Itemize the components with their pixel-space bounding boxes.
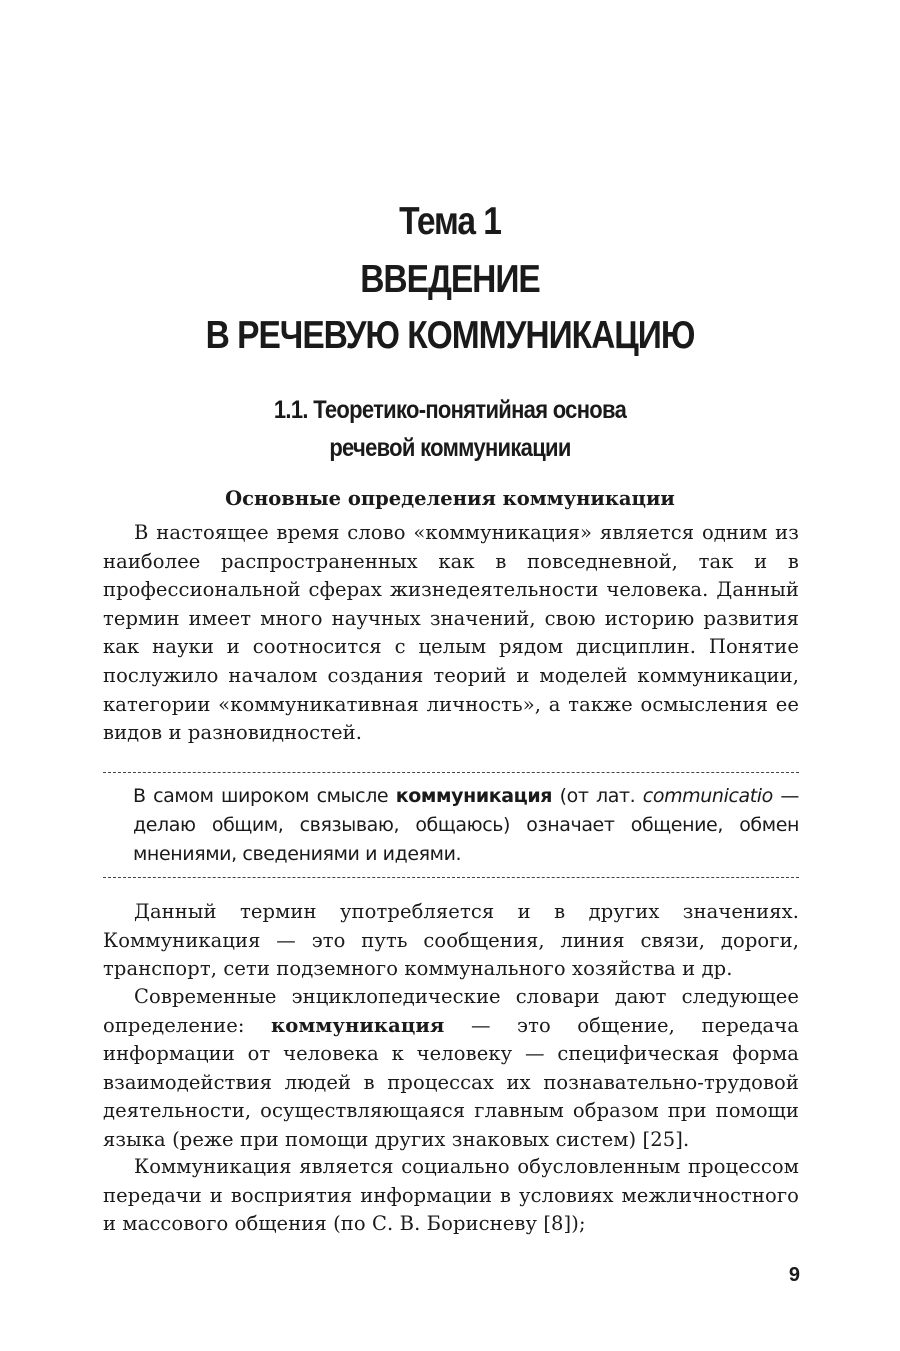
section-title-line-1: 1.1. Теоретико-понятийная основа [273, 396, 627, 424]
encyclopedic-rest: — это общение, передача информации от человека к человеку — специфическая форма взаимодействия людей в процессах их познавательно-трудовой деятельности, осуществляющаяся главным образом при помощи языка (реже при помощи других знаковых систем) [25]. [103, 1013, 799, 1151]
definition-middle: (от лат. [552, 785, 643, 807]
definition-latin: communicatio [642, 785, 773, 807]
chapter-title-line-1: ВВЕДЕНИЕ [360, 258, 540, 301]
definition-lead: В самом широком смысле [133, 785, 396, 807]
definition-bottom-divider [103, 877, 799, 878]
subheading: Основные определения коммуникации [225, 487, 675, 510]
definition-term: коммуникация [395, 785, 553, 807]
paragraph-intro: В настоящее время слово «коммуникация» является одним из наиболее распространенных как в повседневной, так и в профессиональной сферах жизнедеятельности человека. Данный термин имеет много научных значений, свою историю развития как науки и соотносится с целым рядом дисциплин. Понятие послужило началом создания теорий и моделей коммуникации, категории «коммуникативная личность», а также осмысления ее видов и разновидностей. [103, 521, 799, 745]
chapter-label: Тема 1 [399, 200, 501, 243]
page-number: 9 [788, 1264, 800, 1286]
definition-rest: — делаю общим, связываю, общаюсь) означает общение, обмен мнениями, сведениями и идеями. [133, 785, 799, 865]
definition-box [133, 782, 799, 869]
section-title-line-2: речевой коммуникации [329, 434, 571, 462]
paragraph-social-process: Коммуникация является социально обусловленным процессом передачи и восприятия информации в условиях межличностного и массового общения (по С. В. Борисневу [8]); [103, 1155, 799, 1236]
paragraph-other-meanings: Данный термин употребляется и в других значениях. Коммуникация — это путь сообщения, линия связи, дороги, транспорт, сети подземного коммунального хозяйства и др. [103, 900, 799, 981]
encyclopedic-lead: Современные энциклопедические словари дают следующее определение: [103, 985, 799, 1037]
definition-top-divider [103, 772, 799, 773]
chapter-title-line-2: В РЕЧЕВУЮ КОММУНИКАЦИЮ [205, 314, 695, 357]
encyclopedic-term: коммуникация [271, 1013, 445, 1037]
paragraph-encyclopedic [103, 983, 799, 1155]
